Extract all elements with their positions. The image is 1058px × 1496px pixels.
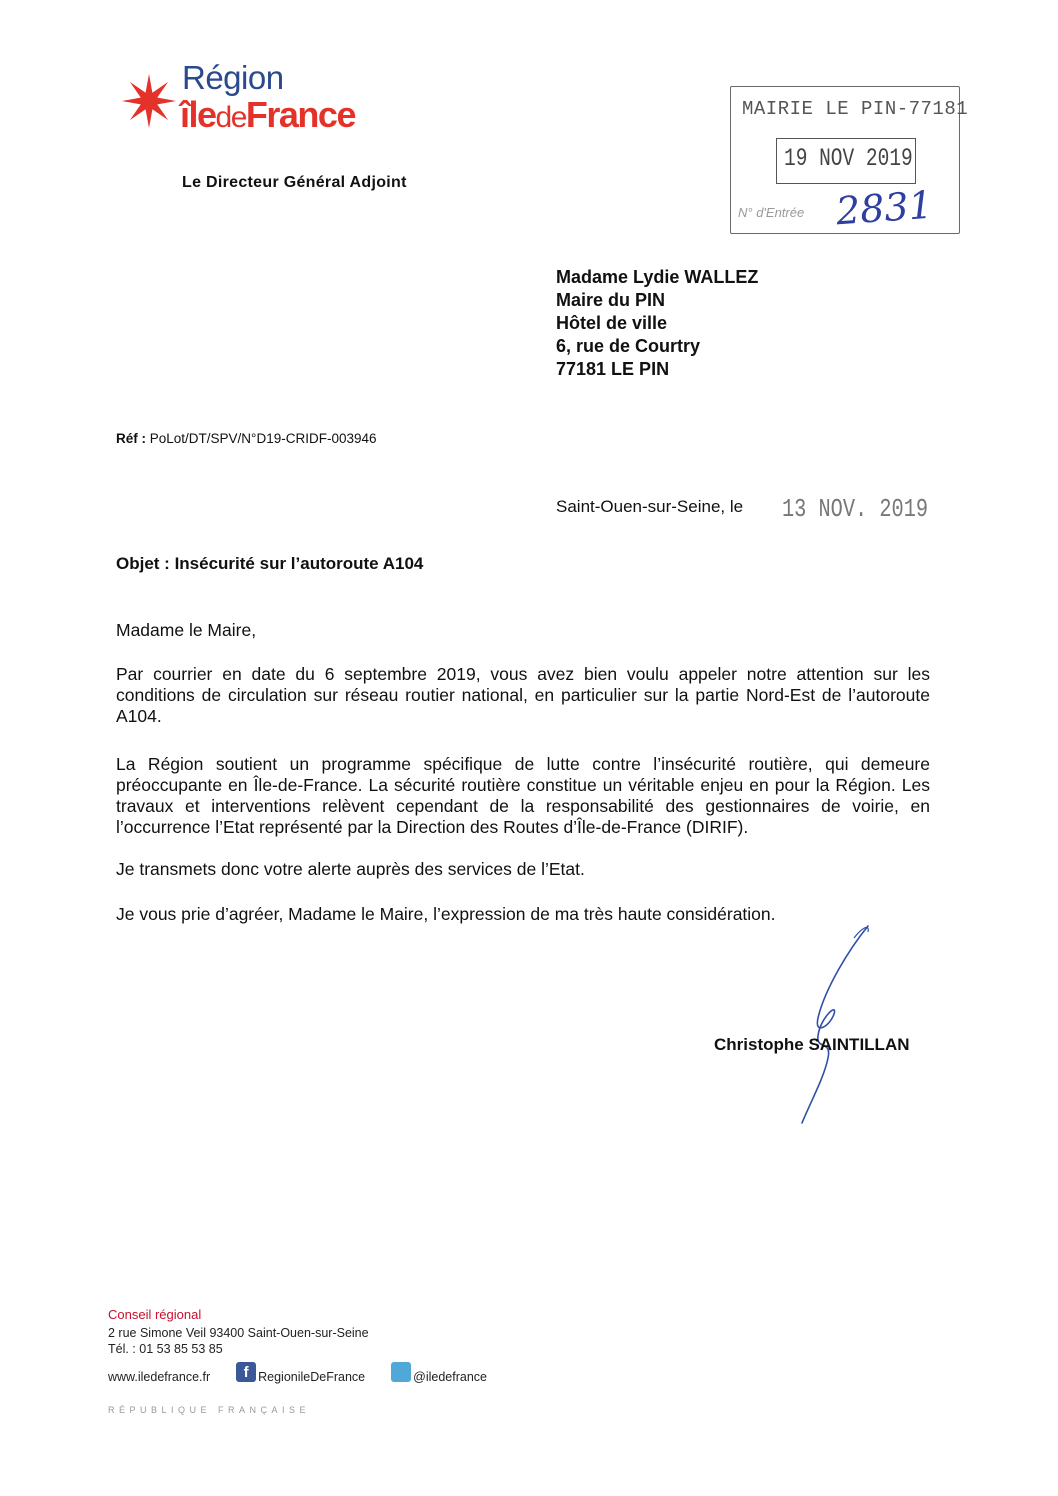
- body-paragraph: Je vous prie d’agréer, Madame le Maire, l’expression de ma très haute considération.: [116, 904, 776, 924]
- logo-de: de: [215, 101, 246, 134]
- facebook-icon: f: [236, 1362, 256, 1382]
- logo-france: France: [245, 94, 355, 135]
- stamp-entry-number: 2831: [834, 182, 935, 234]
- facebook-link[interactable]: RegionileDeFrance: [258, 1370, 366, 1384]
- stamp-entry-label: N° d'Entrée: [738, 205, 805, 220]
- subject-label: Objet :: [116, 554, 170, 573]
- reference-label: Réf :: [116, 431, 146, 446]
- recipient-line: Hôtel de ville: [556, 313, 668, 333]
- stamp-header: MAIRIE LE PIN-77181: [742, 98, 969, 120]
- twitter-icon: [391, 1362, 411, 1382]
- reference-value: PoLot/DT/SPV/N°D19-CRIDF-003946: [149, 431, 377, 446]
- signer-name: Christophe SAINTILLAN: [714, 1035, 910, 1054]
- republique-francaise: RÉPUBLIQUE FRANÇAISE: [108, 1405, 311, 1415]
- stamp-date: 19 NOV 2019: [784, 144, 913, 173]
- recipient-line: 77181 LE PIN: [556, 359, 670, 379]
- recipient-address: [556, 266, 758, 381]
- body-paragraph: Je transmets donc votre alerte auprès des services de l’Etat.: [116, 859, 585, 879]
- sender-title: Le Directeur Général Adjoint: [182, 174, 407, 191]
- place: Saint-Ouen-sur-Seine, le: [556, 497, 744, 516]
- footer-links: [108, 1364, 487, 1384]
- logo-ile: île: [180, 94, 216, 135]
- body-paragraph: Par courrier en date du 6 septembre 2019, vous avez bien voulu appeler notre attention sur les conditions de circulation sur réseau routier national, en particulier sur la partie Nord-Est de l’autoroute A104.: [116, 664, 930, 726]
- recipient-line: Madame Lydie WALLEZ: [556, 267, 759, 287]
- logo-idf-text: [180, 96, 355, 137]
- salutation: Madame le Maire,: [116, 620, 257, 640]
- website-link[interactable]: www.iledefrance.fr: [108, 1370, 211, 1384]
- recipient-line: Maire du PIN: [556, 290, 666, 310]
- subject-text: Insécurité sur l’autoroute A104: [174, 554, 424, 573]
- footer-phone: Tél. : 01 53 85 53 85: [108, 1342, 223, 1356]
- reference: [116, 431, 377, 446]
- twitter-link[interactable]: @iledefrance: [413, 1370, 487, 1384]
- subject: [116, 554, 423, 574]
- letter-date-stamp: 13 NOV. 2019: [782, 494, 929, 524]
- body-paragraph: La Région soutient un programme spécifique de lutte contre l’insécurité routière, qui demeure préoccupante en Île-de-France. La sécurité routière constitue un véritable enjeu en pour la Région. Les travaux et interventions relèvent cependant de la responsabilité des gestionnaires de voirie, en l’occurrence l’Etat représenté par la Direction des Routes d’Île-de-France (DIRIF).: [116, 754, 930, 837]
- handwritten-signature: [790, 918, 890, 1128]
- footer-title: Conseil régional: [108, 1307, 202, 1322]
- logo-region-text: Région: [182, 59, 284, 96]
- star-icon: [120, 72, 178, 130]
- footer-address: 2 rue Simone Veil 93400 Saint-Ouen-sur-Seine: [108, 1326, 369, 1340]
- recipient-line: 6, rue de Courtry: [556, 336, 701, 356]
